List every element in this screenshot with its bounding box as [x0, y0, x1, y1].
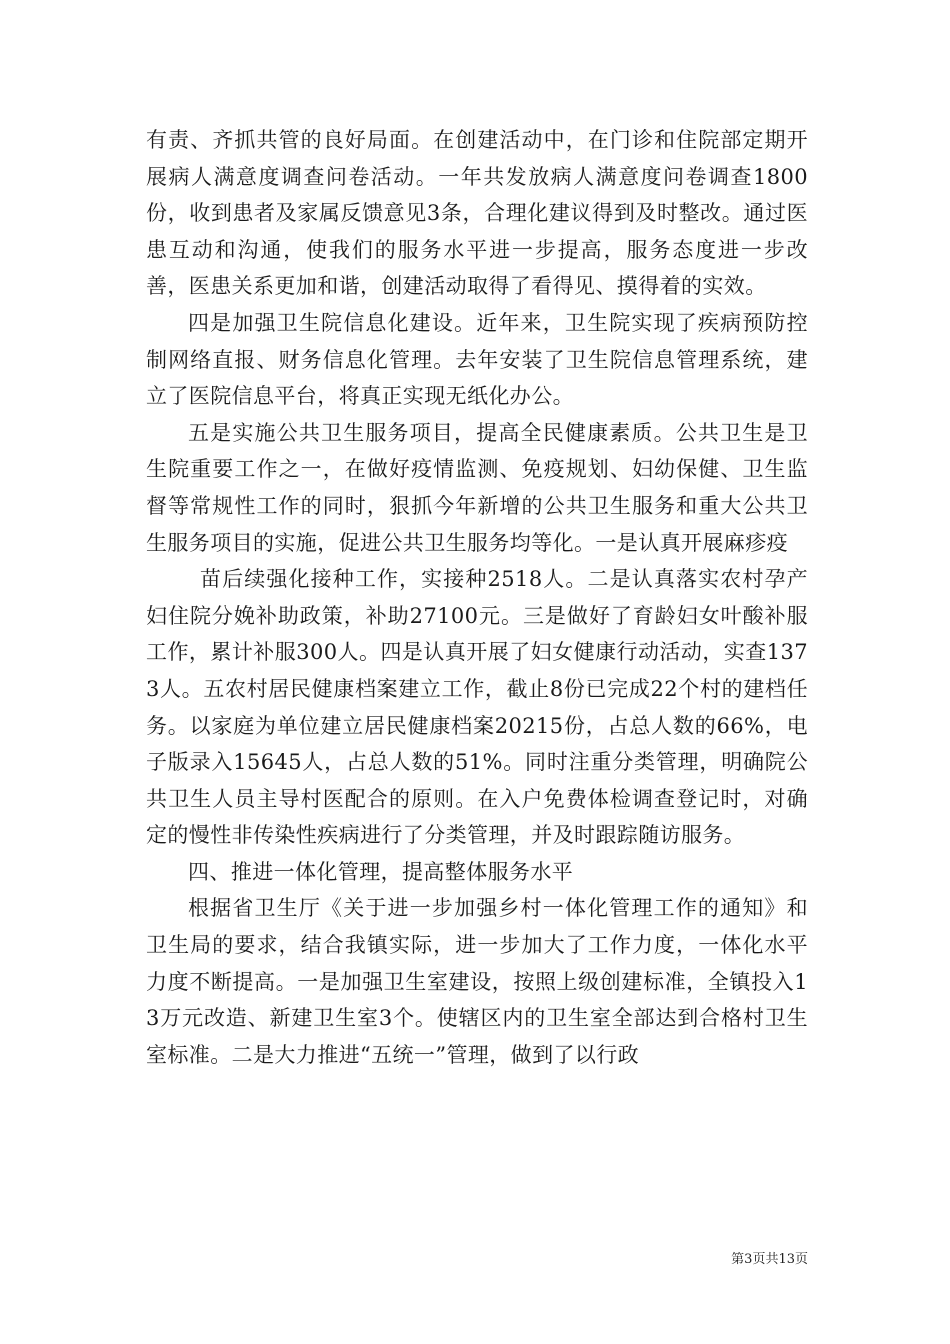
paragraph-2: 四是加强卫生院信息化建设。近年来，卫生院实现了疾病预防控制网络直报、财务信息化管理。去年安装了卫生院信息管理系统，建立了医院信息平台，将真正实现无纸化办公。	[146, 310, 808, 409]
document-body	[146, 122, 808, 1073]
section-heading: 四、推进一体化管理，提高整体服务水平	[188, 859, 574, 884]
paragraph-4: 苗后续强化接种工作，实接种2518人。二是认真落实农村孕产妇住院分娩补助政策，补助27100元。三是做好了育龄妇女叶酸补服工作，累计补服300人。四是认真开展了妇女健康行动活动，实查1373人。五农村居民健康档案建立工作，截止8份已完成22个村的建档任务。以家庭为单位建立居民健康档案20215份，占总人数的66%，电子版录入15645人，占总人数的51%。同时注重分类管理，明确院公共卫生人员主导村医配合的原则。在入户免费体检调查登记时，对确定的慢性非传染性疾病进行了分类管理，并及时跟踪随访服务。	[146, 567, 808, 848]
page-number: 第3页共13页	[731, 1252, 808, 1267]
paragraph-1: 有责、齐抓共管的良好局面。在创建活动中，在门诊和住院部定期开展病人满意度调查问卷活动。一年共发放病人满意度问卷调查1800份，收到患者及家属反馈意见3条，合理化建议得到及时整改。通过医患互动和沟通，使我们的服务水平进一步提高，服务态度进一步改善，医患关系更加和谐，创建活动取得了看得见、摸得着的实效。	[146, 128, 808, 299]
paragraph-3: 五是实施公共卫生服务项目，提高全民健康素质。公共卫生是卫生院重要工作之一，在做好疫情监测、免疫规划、妇幼保健、卫生监督等常规性工作的同时，狠抓今年新增的公共卫生服务和重大公共卫生服务项目的实施，促进公共卫生服务均等化。一是认真开展麻疹疫	[146, 420, 808, 555]
paragraph-5: 根据省卫生厅《关于进一步加强乡村一体化管理工作的通知》和卫生局的要求，结合我镇实际，进一步加大了工作力度，一体化水平力度不断提高。一是加强卫生室建设，按照上级创建标准，全镇投入13万元改造、新建卫生室3个。使辖区内的卫生室全部达到合格村卫生室标准。二是大力推进“五统一”管理，做到了以行政	[146, 896, 808, 1067]
